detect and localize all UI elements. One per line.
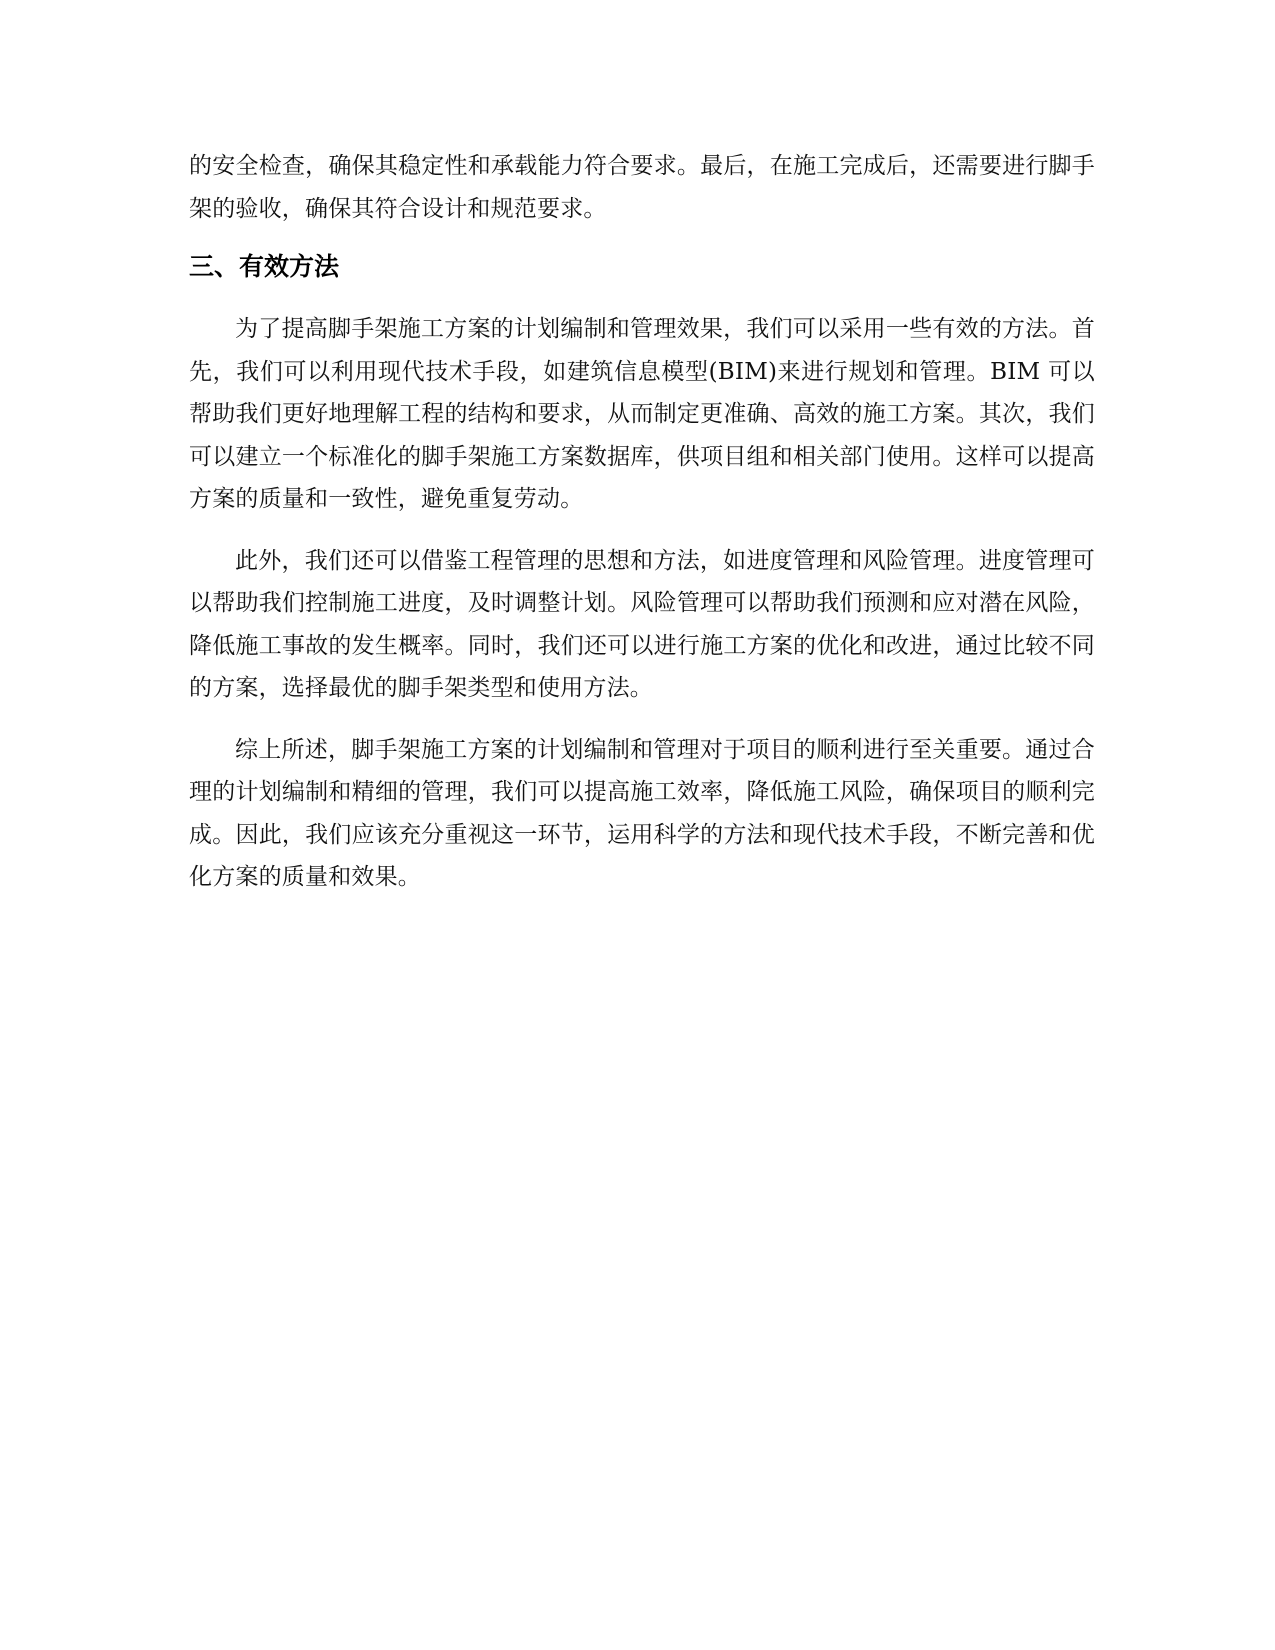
continuation-paragraph: 的安全检查，确保其稳定性和承载能力符合要求。最后，在施工完成后，还需要进行脚手架的验收，确保其符合设计和规范要求。 <box>189 153 1095 222</box>
section-heading: 三、有效方法 <box>189 252 340 281</box>
paragraph-effective-methods: 为了提高脚手架施工方案的计划编制和管理效果，我们可以采用一些有效的方法。首先，我们可以利用现代技术手段，如建筑信息模型(BIM)来进行规划和管理。BIM 可以帮助我们更好地理解工程的结构和要求，从而制定更准确、高效的施工方案。其次，我们可以建立一个标准化的脚手架施工方案数据库，供项目组和相关部门使用。这样可以提高方案的质量和一致性，避免重复劳动。 <box>189 316 1095 512</box>
paragraph-conclusion: 综上所述，脚手架施工方案的计划编制和管理对于项目的顺利进行至关重要。通过合理的计划编制和精细的管理，我们可以提高施工效率，降低施工风险，确保项目的顺利完成。因此，我们应该充分重视这一环节，运用科学的方法和现代技术手段，不断完善和优化方案的质量和效果。 <box>189 736 1095 890</box>
document-body <box>189 145 1095 918</box>
paragraph-management-ideas: 此外，我们还可以借鉴工程管理的思想和方法，如进度管理和风险管理。进度管理可以帮助我们控制施工进度，及时调整计划。风险管理可以帮助我们预测和应对潜在风险，降低施工事故的发生概率。同时，我们还可以进行施工方案的优化和改进，通过比较不同的方案，选择最优的脚手架类型和使用方法。 <box>189 547 1095 701</box>
